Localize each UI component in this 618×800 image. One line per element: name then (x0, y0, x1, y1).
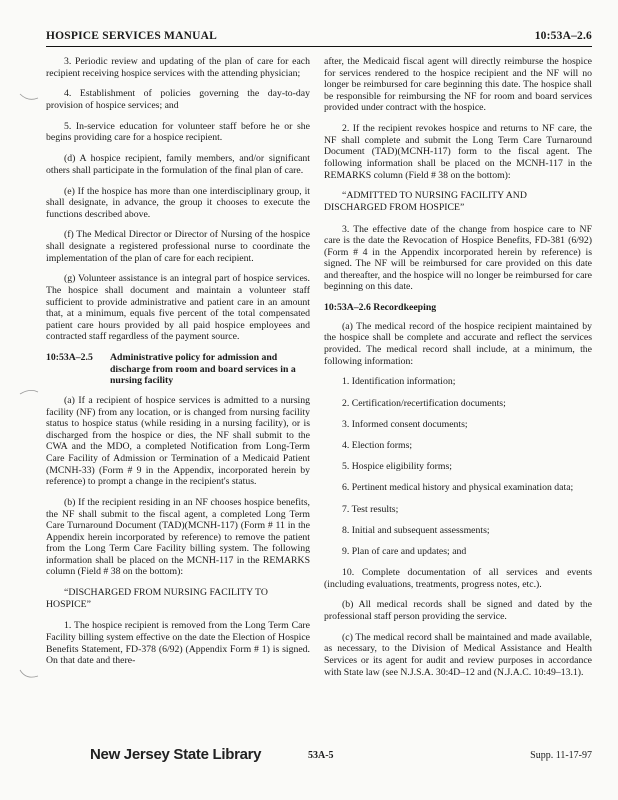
list-item: 1. Identification information; (342, 376, 456, 388)
paragraph-item-3-right: 3. The effective date of the change from hospice care to NF care is the date the Revocation of Hospice Benefits, FD-381 (6/92) (Form # 4 in the Appendix incorporated herein by reference) is signed. The NF will be reimbursed for care provided on this date and thereafter, and the hospice will no longer be reimbursed for care beginning on this date. (324, 223, 592, 293)
margin-mark-icon (18, 668, 42, 680)
right-column (324, 56, 592, 687)
quote-discharged: “DISCHARGED FROM NURSING FACILITY TO HOSPICE” (46, 587, 268, 610)
list-item: 10. Complete documentation of all services and events (including evaluations, treatments, progress notes, etc.). (324, 567, 592, 590)
paragraph-b-right: (b) All medical records shall be signed and dated by the professional staff person providing the service. (324, 599, 592, 623)
page-number: 53A-5 (308, 750, 334, 761)
paragraph-item-5: 5. In-service education for volunteer staff before he or she begins providing care for a hospice recipient. (46, 120, 310, 144)
margin-mark-icon (18, 386, 42, 398)
paragraph-b: (b) If the recipient residing in an NF chooses hospice benefits, the NF shall submit to the fiscal agent, a completed Long Term Care Turnaround Document (TAD)(MCNH-117) (Form # 11 in the Appendix herein incorporated by reference) to remove the patient from the Long Term Care Facility billing system. The following information shall be placed on the MCNH-117 in the REMARKS column (Field # 38 on the bottom): (46, 496, 310, 578)
paragraph-item-1: 1. The hospice recipient is removed from the Long Term Care Facility billing system effective on the date the Election of Hospice Benefits Statement, FD-378 (6/92) (Appendix Form # 1) is signed. On that date and there- (46, 620, 310, 667)
library-stamp: New Jersey State Library (90, 746, 262, 763)
paragraph-g: (g) Volunteer assistance is an integral part of hospice services. The hospice shall document and maintain a volunteer staff sufficient to provide administrative and patient care in an amount that, at a minimum, equals five percent of the total compensated patient care hours provided by all paid hospice employees and contracted staff regardless of the payment source. (46, 273, 310, 343)
list-item: 4. Election forms; (342, 439, 413, 451)
paragraph-d: (d) A hospice recipient, family members, and/or significant others shall participate in the formulation of the final plan of care. (46, 153, 310, 176)
supplement-date: Supp. 11-17-97 (530, 750, 592, 761)
paragraph-e: (e) If the hospice has more than one interdisciplinary group, it shall designate, in advance, the group it chooses to execute the functions described above. (46, 185, 310, 220)
margin-mark-icon (18, 92, 42, 104)
section-reference: 10:53A–2.6 (534, 30, 592, 42)
paragraph-c-right: (c) The medical record shall be maintained and made available, as necessary, to the Division of Medical Assistance and Health Services or its agent for audit and review purposes in accordance with State law (see N.J.S.A. 30:4D–12 and (N.J.A.C. 10:49–13.1). (324, 631, 592, 678)
paragraph-continued: after, the Medicaid fiscal agent will directly reimburse the hospice for services rendered to the hospice recipient and the NF will no longer be reimbursed for care beginning this date. The hospice shall be responsible for reimbursing the NF for room and board services provided under contract with the hospice. (324, 56, 592, 114)
list-item: 9. Plan of care and updates; and (342, 545, 467, 557)
page-footer (90, 746, 592, 770)
paragraph-a: (a) If a recipient of hospice services is admitted to a nursing facility (NF) from any location, or is changed from nursing facility status to hospice status (while residing in a nursing facility), or is discharged from the hospice or dies, the NF shall submit to the CWA and the MDO, a completed Notification from Long-Term Care Facility of Admission or Termination of a Medicaid Patient (MCNH-33) (Form # 9 in the Appendix, incorporated herein by reference) to prompt a change in the recipient's status. (46, 394, 310, 488)
section-heading-2-6: 10:53A–2.6 Recordkeeping (324, 302, 437, 314)
left-column (46, 56, 310, 676)
manual-title: HOSPICE SERVICES MANUAL (46, 30, 217, 42)
section-title: Administrative policy for admission and discharge from room and board services in a nursing facility (110, 352, 296, 387)
quote-admitted: “ADMITTED TO NURSING FACILITY AND DISCHARGED FROM HOSPICE” (324, 190, 527, 213)
list-item: 7. Test results; (342, 503, 399, 515)
paragraph-item-2: 2. If the recipient revokes hospice and returns to NF care, the NF shall complete and submit the Long Term Care Turnaround Document (TAD)(MCNH-117) form to the fiscal agent. The following information shall be placed on the MCNH-117 in the REMARKS column (Field # 38 on the bottom): (324, 123, 592, 181)
list-item: 3. Informed consent documents; (342, 418, 468, 430)
paragraph-item-4: 4. Establishment of policies governing the day-to-day provision of hospice services; and (46, 88, 310, 111)
page-header (46, 30, 592, 46)
list-item: 8. Initial and subsequent assessments; (342, 524, 490, 536)
section-code: 10:53A–2.5 (46, 352, 93, 364)
header-rule (46, 46, 592, 47)
paragraph-a-right: (a) The medical record of the hospice recipient maintained by the hospice shall be complete and accurate and reflect the services provided. The medical record shall include, at a minimum, the following information: (324, 320, 592, 367)
list-item: 6. Pertinent medical history and physical examination data; (342, 482, 574, 494)
paragraph-f: (f) The Medical Director or Director of Nursing of the hospice shall designate a registered professional nurse to coordinate the implementation of the plan of care for each recipient. (46, 229, 310, 264)
section-heading-2-5 (46, 352, 310, 387)
record-list (324, 376, 592, 590)
list-item: 5. Hospice eligibility forms; (342, 461, 452, 473)
paragraph-item-3: 3. Periodic review and updating of the plan of care for each recipient receiving hospice services with the attending physician; (46, 56, 310, 79)
list-item: 2. Certification/recertification documents; (342, 397, 506, 409)
